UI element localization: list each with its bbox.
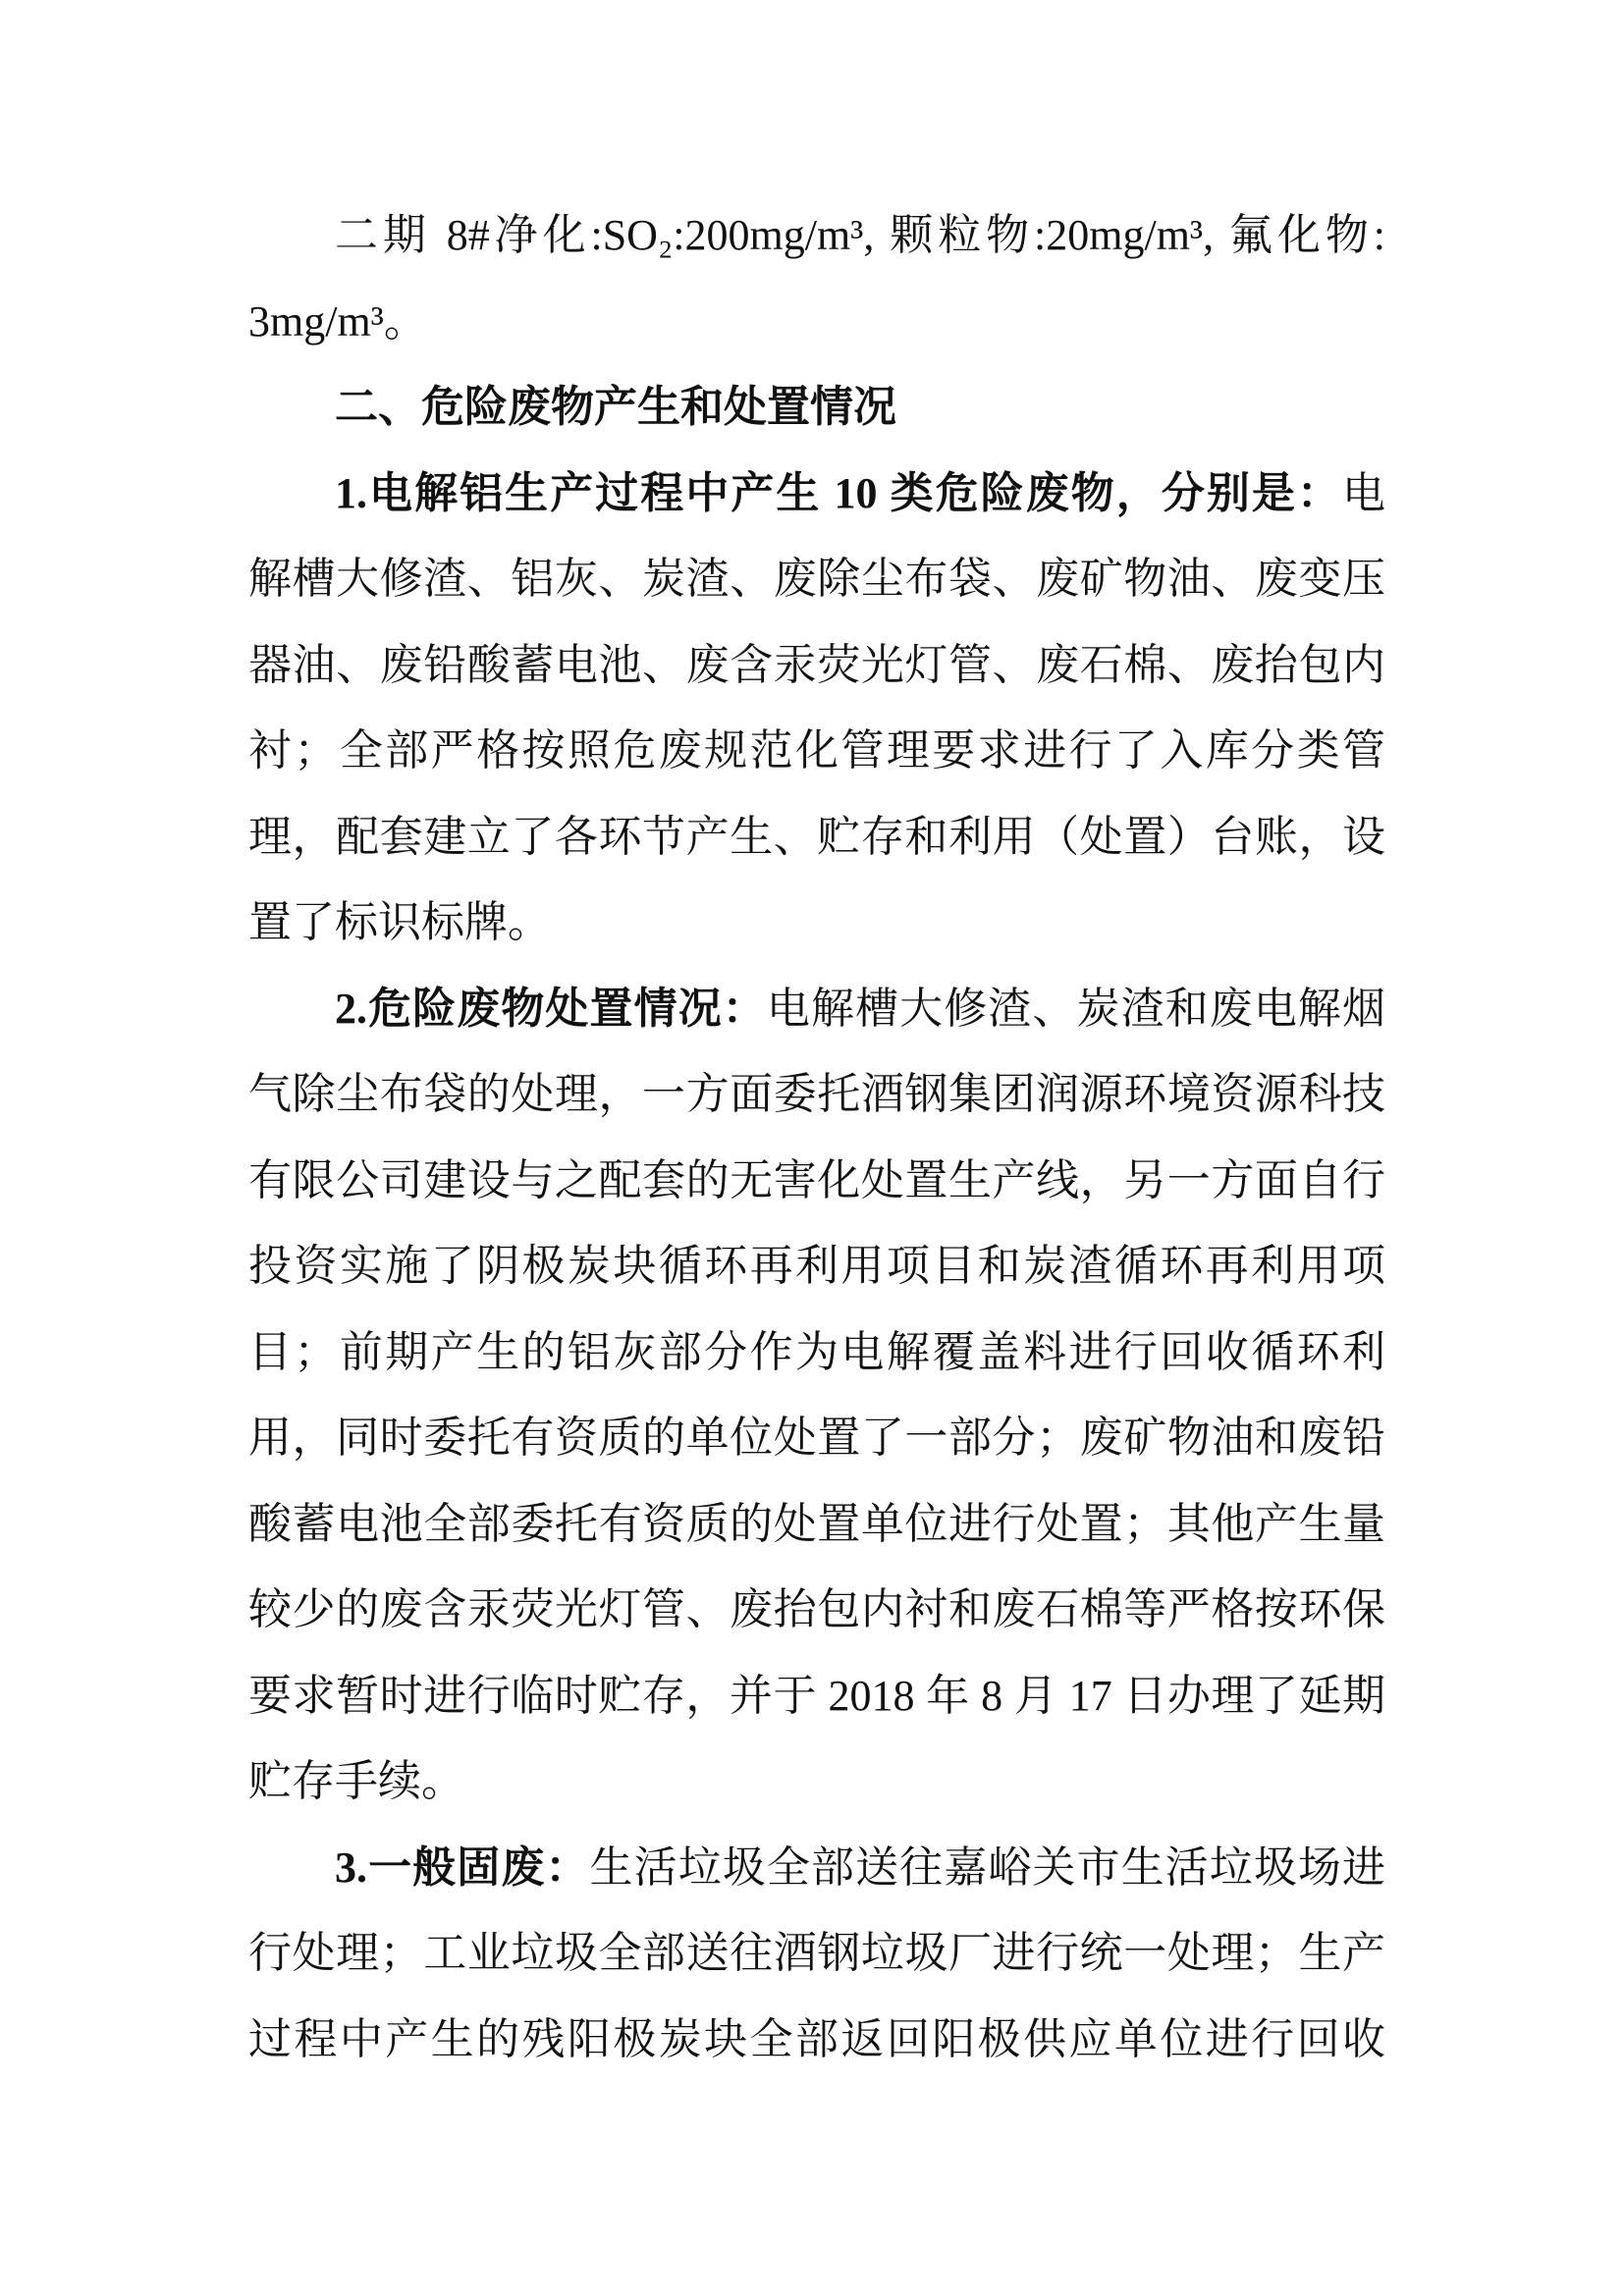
text-run: 器油、废铅酸蓄电池、废含汞荧光灯管、废石棉、废抬包内	[248, 640, 1385, 689]
bold-run: 1.电解铝生产过程中产生 10 类危险废物，分别是：	[335, 468, 1342, 517]
document-line	[248, 966, 1385, 1052]
document-line	[248, 1395, 1385, 1481]
document-line	[248, 1738, 1385, 1825]
text-run: 置了标识标牌。	[248, 898, 551, 946]
text-run: 贮存手续。	[248, 1757, 464, 1805]
document-line	[248, 1051, 1385, 1138]
text-run: 解槽大修渣、铝灰、炭渣、废除尘布袋、废矿物油、废变压	[248, 555, 1385, 603]
text-run: 用，同时委托有资质的单位处置了一部分；废矿物油和废铅	[248, 1414, 1385, 1462]
text-run: 过程中产生的残阳极炭块全部返回阳极供应单位进行回收	[248, 2014, 1385, 2063]
document-line	[248, 880, 1385, 966]
document-line	[248, 622, 1385, 709]
document-line	[248, 1910, 1385, 1997]
text-run: 理，配套建立了各环节产生、贮存和利用（处置）台账，设	[248, 812, 1385, 861]
document-line	[248, 192, 1385, 279]
text-run: 较少的废含汞荧光灯管、废抬包内衬和废石棉等严格按环保	[248, 1585, 1385, 1633]
document-line	[248, 1997, 1385, 2083]
text-run: 酸蓄电池全部委托有资质的处置单位进行处置；其他产生量	[248, 1499, 1385, 1548]
document-line	[248, 1653, 1385, 1739]
document-line	[248, 794, 1385, 881]
document-line	[248, 279, 1385, 365]
text-run: 目；前期产生的铝灰部分作为电解覆盖料进行回收循环利	[248, 1327, 1385, 1376]
document-line	[248, 451, 1385, 537]
document-body	[248, 192, 1385, 2082]
document-line	[248, 1481, 1385, 1568]
text-run: 电	[1342, 468, 1385, 517]
document-line	[248, 708, 1385, 794]
document-line	[248, 1567, 1385, 1653]
bold-run: 2.危险废物处置情况：	[335, 984, 767, 1033]
text-run: 生活垃圾全部送往嘉峪关市生活垃圾场进	[589, 1842, 1386, 1892]
text-run: 衬；全部严格按照危废规范化管理要求进行了入库分类管	[248, 726, 1385, 774]
text-run: 气除尘布袋的处理，一方面委托酒钢集团润源环境资源科技	[248, 1070, 1385, 1118]
section-heading	[248, 364, 1385, 451]
text-run: 有限公司建设与之配套的无害化处置生产线，另一方面自行	[248, 1155, 1385, 1204]
document-line	[248, 1138, 1385, 1224]
document-line	[248, 1825, 1385, 1911]
heading-run: 二、危险废物产生和处置情况	[335, 383, 896, 431]
text-run: 行处理；工业垃圾全部送往酒钢垃圾厂进行统一处理；生产	[248, 1929, 1385, 1977]
text-run: 电解槽大修渣、炭渣和废电解烟	[766, 984, 1386, 1033]
text-run: 要求暂时进行临时贮存，并于 2018 年 8 月 17 日办理了延期	[248, 1671, 1385, 1720]
text-run: 投资实施了阴极炭块循环再利用项目和炭渣循环再利用项	[248, 1242, 1385, 1290]
document-line	[248, 1223, 1385, 1309]
document-line	[248, 536, 1385, 622]
bold-run: 3.一般固废：	[335, 1842, 590, 1892]
text-run: 二期 8#净化:SO₂:200mg/m³, 颗粒物:20mg/m³, 氟化物:	[335, 211, 1385, 259]
text-run: 3mg/m³。	[248, 296, 427, 346]
document-line	[248, 1309, 1385, 1396]
